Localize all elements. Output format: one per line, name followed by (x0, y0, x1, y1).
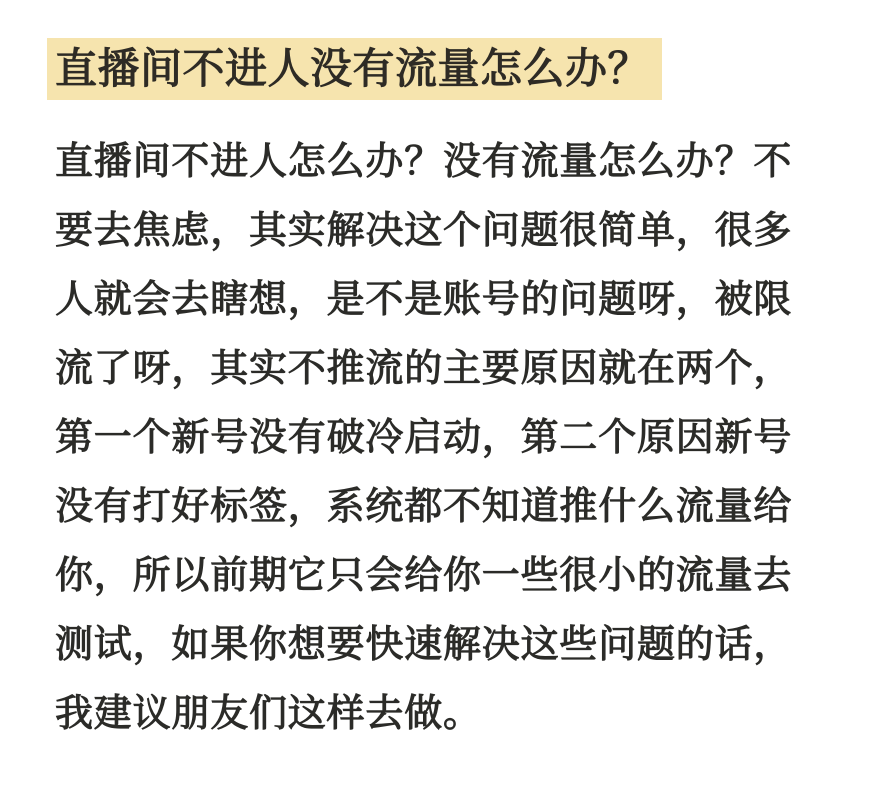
body-line: 第一个新号没有破冷启动，第二个原因新号 (55, 417, 793, 459)
article-body (55, 128, 855, 749)
page-title: 直播间不进人没有流量怎么办？ (47, 38, 662, 100)
body-line: 没有打好标签，系统都不知道推什么流量给 (55, 486, 793, 528)
body-line: 测试，如果你想要快速解决这些问题的话， (55, 624, 793, 666)
body-line: 你，所以前期它只会给你一些很小的流量去 (55, 555, 793, 597)
body-line: 流了呀，其实不推流的主要原因就在两个， (55, 348, 793, 390)
body-line: 要去焦虑，其实解决这个问题很简单，很多 (55, 210, 793, 252)
body-line: 直播间不进人怎么办？没有流量怎么办？不 (55, 141, 793, 183)
body-line: 我建议朋友们这样去做。 (55, 693, 482, 735)
body-line: 人就会去瞎想，是不是账号的问题呀，被限 (55, 279, 793, 321)
